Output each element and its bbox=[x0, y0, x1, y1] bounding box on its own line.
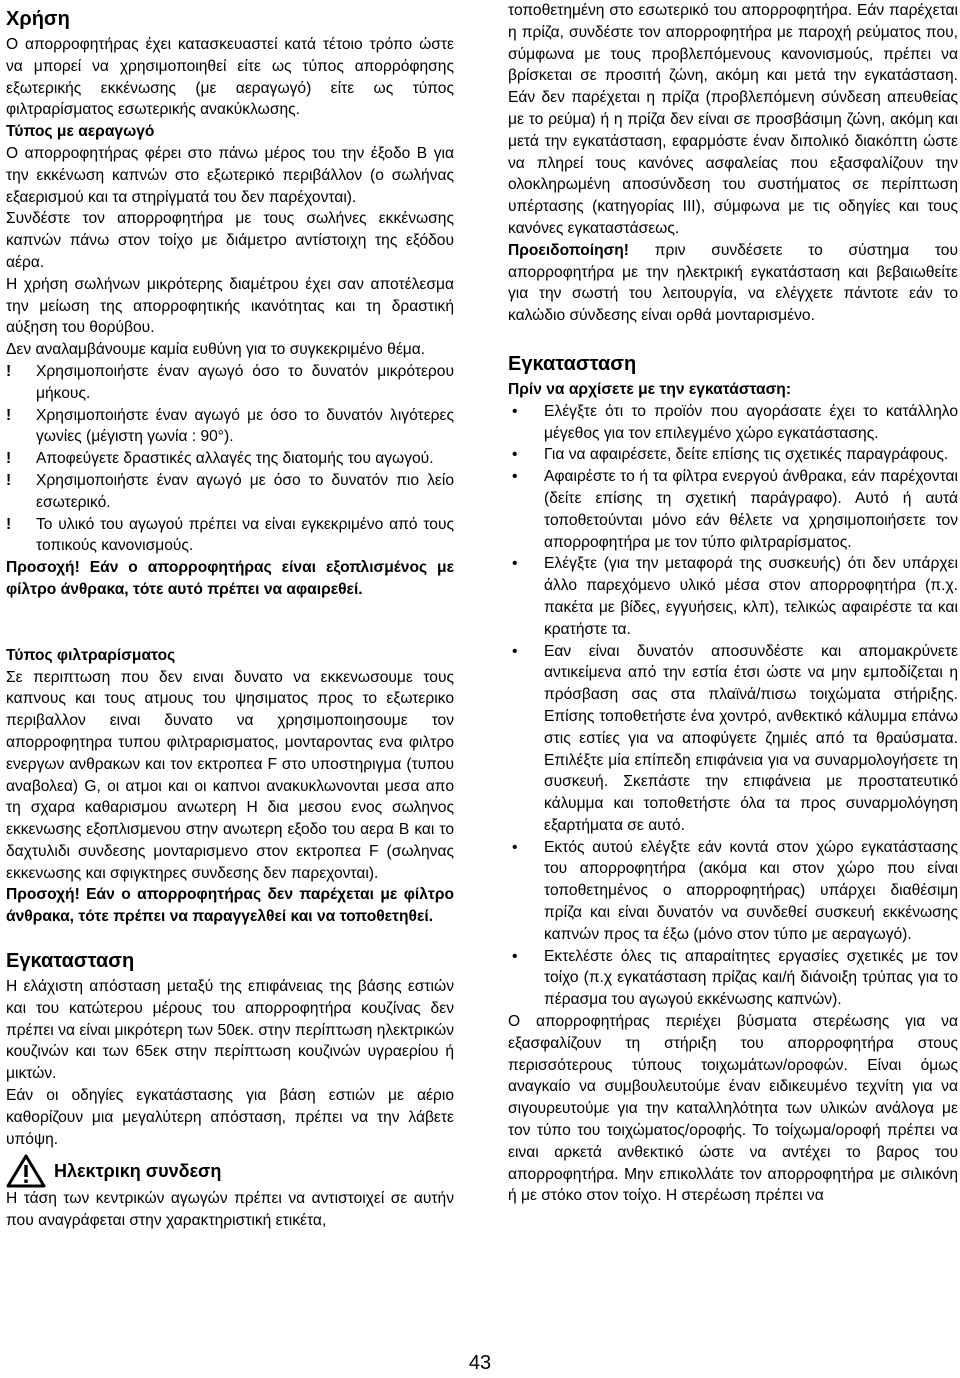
heading-filter-type: Τύπος φιλτραρίσματος bbox=[6, 646, 176, 664]
exclamation-mark: ! bbox=[6, 450, 12, 468]
warning-label: Προειδοποίηση! bbox=[508, 241, 629, 259]
warning-triangle-icon bbox=[6, 1154, 46, 1188]
warning-paragraph: Προειδοποίηση! πριν συνδέσετε το σύστημα του απορροφητήρα με την ηλεκτρική εγκατάσταση και βεβαιωθείτε για την σωστή του λειτουργία, να ελέγχετε πάντοτε εάν το καλώδιο σύνδεσης είναι ορθά μονταρισμένο. bbox=[508, 241, 958, 325]
duct-paragraph-1: Ο απορροφητήρας φέρει στο πάνω μέρος του την έξοδο B για την εκκένωση καπνών στο εξωτερικό περιβάλλον (ο σωλήνας εξαερισμού και τα στηρίγματά του δεν παρέχονται). bbox=[6, 144, 454, 206]
left-column bbox=[6, 6, 454, 1232]
duct-paragraph-4: Δεν αναλαμβάνουμε καμία ευθύνη για το συγκεκριμένο θέμα. bbox=[6, 341, 426, 359]
list-item: • Ελέγξτε ότι το προϊόν που αγοράσατε έχει το κατάλληλο μέγεθος για τον επιλεγμένο χώρο εγκατάστασης. bbox=[508, 401, 958, 445]
list-item: • Εκτελέστε όλες τις απαραίτητες εργασίες σχετικές με τον τοίχο (π.χ εγκατάσταση πρίζας και/ή διάνοιξη τρύπας για το πέρασμα του αγωγού εκκένωσης καπνών). bbox=[508, 946, 958, 1011]
recommendation-item: ! Το υλικό του αγωγού πρέπει να είναι εγκεκριμένο από τους τοπικούς κανονισμούς. bbox=[6, 514, 454, 558]
intro-paragraph: Ο απορροφητήρας έχει κατασκευαστεί κατά τέτοιο τρόπο ώστε να μπορεί να χρησιμοποιηθεί είτε ως τύπος απορρόφησης εξωτερικής εκκένωσης (με αεραγωγό) είτε ως τύπος φιλτραρίσματος εσωτερικής ανακύκλωσης. bbox=[6, 36, 454, 119]
list-item: • Εαν είναι δυνατόν αποσυνδέστε και απομακρύνετε αντικείμενα από την εστία έτσι ώστε να μην εμποδίζεται η πρόσβαση σας στα πλαϊνά/πισω τοιχώματα στήριξης. Επίσης τοποθετήστε ένα χοντρό, ανθεκτικό κάλυμμα επάνω στις εστίες για να αποφύγετε ζημιές από τα θραύσματα. Επιλέξτε μία επίπεδη επιφάνεια για να συναρμολογήσετε τη συσκευή. Σκεπάστε την επιφάνεια με προστατευτικό κάλυμμα και τοποθετήστε όλα τα προς συναρμολόγηση εξαρτήματα σε αυτό. bbox=[508, 641, 958, 837]
recommendation-item: ! Χρησιμοποιήστε έναν αγωγό με όσο το δυνατόν λιγότερες γωνίες (μέγιστη γωνία : 90°). bbox=[6, 405, 454, 449]
electrical-heading-row bbox=[6, 1154, 454, 1188]
heading-duct-type: Τύπος με αεραγωγό bbox=[6, 123, 155, 141]
page-number: 43 bbox=[468, 1352, 492, 1374]
section-title-usage: Χρήση bbox=[6, 8, 70, 30]
fixing-plugs-paragraph: Ο απορροφητήρας περιέχει βύσματα στερέωσης για να εξασφαλίζουν τη στήριξη του απορροφητήρα στους περισσότερους τύπους τοιχωμάτων/οροφών. Είναι όμως αναγκαίο να συμβουλευτούμε έναν ειδικευμένο τεχνίτη για να σιγουρευτούμε για την καταλληλότητα των υλικών ανάλογα με τον τύπο του τοιχώματος/οροφής. Το τοίχωμα/οροφή πρέπει να ειναι αρκετά ανθεκτικό ώστε να αντέχει το βαρος του απορροφητήρα. Μην επικολλάτε τον απορροφητήρα με σιλικόνη ή με στόκο στον τοίχο. Η στερέωση πρέπει να bbox=[508, 1013, 958, 1205]
filter-warning: Προσοχή! Εάν ο απορροφητήρας δεν παρέχεται με φίλτρο άνθρακα, τότε πρέπει να παραγγελθεί και να τοποθετηθεί. bbox=[6, 886, 454, 926]
bullet: • bbox=[512, 446, 518, 464]
right-column bbox=[508, 0, 958, 1207]
installation-paragraph-2: Εάν οι οδηγίες εγκατάστασης για βάση εστιών με αέριο καθορίζουν μια μεγαλύτερη απόσταση, πρέπει να την λάβετε υπόψη. bbox=[6, 1087, 454, 1148]
exclamation-mark: ! bbox=[6, 362, 12, 380]
bullet: • bbox=[512, 468, 518, 486]
carbon-filter-warning: Προσοχή! Εάν ο απορροφητήρας είναι εξοπλισμένος με φίλτρο άνθρακα, τότε αυτό πρέπει να αφαιρεθεί. bbox=[6, 559, 454, 598]
duct-paragraph-2: Συνδέστε τον απορροφητήρα με τους σωλήνες εκκένωσης καπνών πάνω στον τοίχο με διάμετρο αντίστοιχη της εξόδου αέρα. bbox=[6, 210, 454, 271]
recommendation-item: ! Χρησιμοποιήστε έναν αγωγό με όσο το δυνατόν πιο λείο εσωτερικό. bbox=[6, 470, 454, 514]
electrical-paragraph: Η τάση των κεντρικών αγωγών πρέπει να αντιστοιχεί σε αυτήν που αναγράφεται στην χαρακτηριστική ετικέτα, bbox=[6, 1190, 454, 1230]
bullet: • bbox=[512, 402, 518, 420]
heading-before-installation: Πρίν να αρχίσετε με την εγκατάσταση: bbox=[508, 380, 792, 398]
exclamation-mark: ! bbox=[6, 406, 12, 424]
duct-paragraph-3: Η χρήση σωλήνων μικρότερης διαμέτρου έχει σαν αποτέλεσμα την μείωση της απορροφητικής ικανότητας και τη δραστική αύξηση του θορύβου. bbox=[6, 275, 454, 337]
installation-checklist bbox=[508, 401, 958, 1011]
bullet: • bbox=[512, 947, 518, 965]
heading-electrical-connection: Ηλεκτρικη συνδεση bbox=[54, 1160, 222, 1181]
list-item: • Ελέγξτε (για την μεταφορά της συσκευής) ότι δεν υπάρχει άλλο παρεχόμενο υλικό μέσα στον απορροφητήρα (π.χ. πακέτα με βίδες, εγγυήσεις, κλπ), τελικώς αφαιρέστε τα και κρατήστε τα. bbox=[508, 553, 958, 640]
heading-installation-left: Εγκατασταση bbox=[6, 950, 135, 973]
installation-paragraph-1: Η ελάχιστη απόσταση μεταξύ της επιφάνειας της βάσης εστιών και του κατώτερου μέρους του απορροφητήρα κουζίνας δεν πρέπει να είναι μικρότερη των 50εκ. στην περίπτωση ηλεκτρικών κουζινών και των 65εκ στην περίπτωση κουζινών υγραερίου ή μικτών. bbox=[6, 978, 454, 1083]
filter-paragraph: Σε περιπτωση που δεν ειναι δυνατο να εκκενωσουμε τους καπνους και τους ατμους του ψησιματος προς το εξωτερικο περιβαλλον ειναι δυνατο να χρησιμοποιησουμε τον απορροφητηρα τυπου φιλτραρισματος, μονταροντας ενα φιλτρο ενεργων ανθρακων και τον εκτροπεα F στο υποστηριγμα (τυπου αναβολεα) G, οι ατμοι και οι καπνοι ανακυκλωνονται μεσα απο τη σχαρα καθαρισμου ανωτερη H δια μεσου ενος σωληνος εκκενωσης εξοπλισμενου στην ανωτερη εξοδο του αερα B και το δαχτυλιδι συνδεσης μονταρισμενο στον εκτροπεα F (σωληνας εκκενωσης και σφιγκτηρες συνδεσης δεν παρεχονται). bbox=[6, 668, 454, 882]
recommendation-item: ! Χρησιμοποιήστε έναν αγωγό όσο το δυνατόν μικρότερου μήκους. bbox=[6, 361, 454, 405]
electrical-continued-paragraph: τοποθετημένη στο εσωτερικό του απορροφητήρα. Εάν παρέχεται η πρίζα, συνδέστε τον απορροφητήρα με παροχή ρεύματος που, σύμφωνα με τους προβλεπόμενους κανονισμούς, πρέπει να βρίσκεται σε προσιτή ζώνη, ακόμη και μετά την εγκατάσταση. Εάν δεν παρέχεται η πρίζα (προβλεπόμενη σύνδεση απευθείας με το ρεύμα) ή η πρίζα δεν είναι σε προσβάσιμη ζώνη, ακόμη και μετά την εγκατάσταση, εφαρμόστε έναν διπολικό διακόπτη ώστε να πληρεί τους κανόνες ασφαλείας που εξασφαλίζουν την ολοκληρωμένη αποσύνδεση του συστήματος σε περίπτωση υπέρτασης (κατηγορίας III), σύμφωνα με τις οδηγίες και τους κανόνες εγκαταστάσεως. bbox=[508, 2, 958, 237]
list-item: • Για να αφαιρέσετε, δείτε επίσης τις σχετικές παραγράφους. bbox=[508, 444, 958, 466]
bullet: • bbox=[512, 642, 518, 660]
list-item: • Εκτός αυτού ελέγξτε εάν κοντά στον χώρο εγκατάστασης του απορροφητήρα (ακόμα και στον χώρο που είναι τοποθετημένος ο απορροφητήρας) υπάρχει διαθέσιμη πρίζα και είναι δυνατόν να συνδεθεί συσκευή εκκένωσης καπνών προς τα έξω (μόνο στον τύπο με αεραγωγό). bbox=[508, 837, 958, 946]
heading-installation-right: Εγκατασταση bbox=[508, 352, 637, 375]
exclamation-mark: ! bbox=[6, 471, 12, 489]
bullet: • bbox=[512, 838, 518, 856]
duct-recommendations bbox=[6, 361, 454, 557]
list-item: • Αφαιρέστε το ή τα φίλτρα ενεργού άνθρακα, εάν παρέχονται (δείτε επίσης τη σχετική παράγραφο). Αυτό ή αυτά τοποθετούνται μόνο εάν θέλετε να χρησιμοποιήσετε τον απορροφητήρα με τον τύπο φιλτραρίσματος. bbox=[508, 466, 958, 553]
recommendation-item: ! Αποφεύγετε δραστικές αλλαγές της διατομής του αγωγού. bbox=[6, 448, 454, 470]
bullet: • bbox=[512, 555, 518, 573]
exclamation-mark: ! bbox=[6, 515, 12, 533]
